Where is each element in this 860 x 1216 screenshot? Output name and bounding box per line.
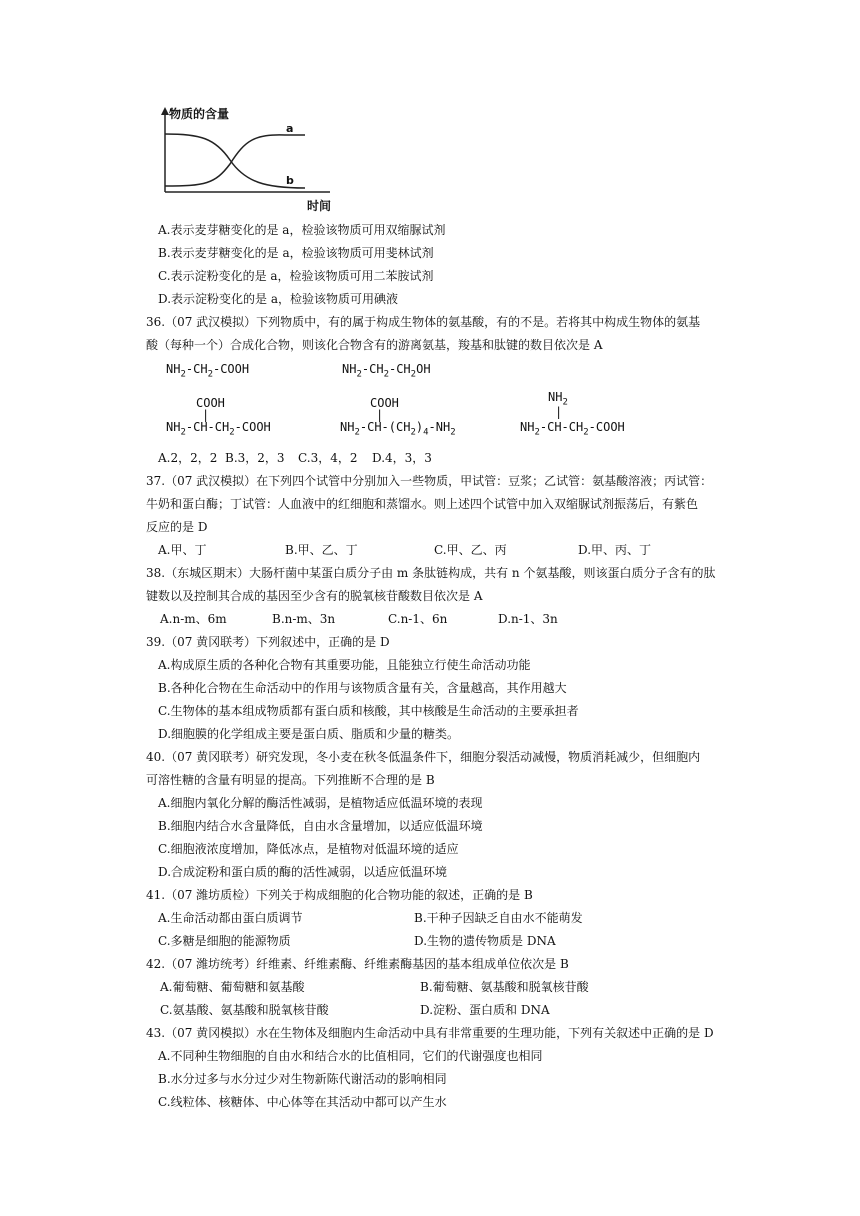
q40-option-a: A.细胞内氧化分解的酶活性减弱，是植物适应低温环境的表现 [158, 796, 483, 810]
q40-stem-line1: 40.（07 黄冈联考）研究发现，冬小麦在秋冬低温条件下，细胞分裂活动减慢，物质消耗减少，但细胞内 [146, 750, 701, 764]
q35-option-b: B.表示麦芽糖变化的是 a，检验该物质可用斐林试剂 [158, 246, 434, 260]
curve-b-line [165, 134, 305, 188]
q41-option-a: A.生命活动都由蛋白质调节 [158, 911, 303, 925]
q37-option-a: A.甲、丁 [158, 543, 207, 557]
q36-formula-5-bond: | [555, 405, 563, 419]
q36-option-b: B.3，2，3 [225, 451, 285, 465]
q37-option-d: D.甲、丙、丁 [578, 543, 652, 557]
q43-option-b: B.水分过多与水分过少对生物新陈代谢活动的影响相同 [158, 1072, 447, 1086]
q36-formula-2: $NH_2-CH_2-CH_2OH$ [342, 362, 431, 380]
q36-formula-3-top: COOH [196, 396, 225, 410]
q40-stem-line2: 可溶性糖的含量有明显的提高。下列推断不合理的是 B [146, 773, 435, 787]
q43-option-a: A.不同种生物细胞的自由水和结合水的比值相同，它们的代谢强度也相同 [158, 1049, 543, 1063]
q41-stem-line1: 41.（07 潍坊质检）下列关于构成细胞的化合物功能的叙述，正确的是 B [146, 888, 533, 902]
y-axis-arrow [161, 107, 169, 115]
q38-option-d: D.n-1、3n [498, 612, 558, 626]
q40-option-c: C.细胞液浓度增加，降低冰点，是植物对低温环境的适应 [158, 842, 459, 856]
q35-option-d: D.表示淀粉变化的是 a，检验该物质可用碘液 [158, 292, 398, 306]
q35-option-a: A.表示麦芽糖变化的是 a，检验该物质可用双缩脲试剂 [158, 223, 446, 237]
q42-option-b: B.葡萄糖、氨基酸和脱氧核苷酸 [420, 980, 589, 994]
q36-formula-3-bond: | [202, 408, 210, 422]
q38-option-a: A.n-m、6m [160, 612, 227, 626]
q39-option-c: C.生物体的基本组成物质都有蛋白质和核酸，其中核酸是生命活动的主要承担者 [158, 704, 579, 718]
y-axis-label: 物质的含量 [169, 107, 230, 121]
q43-stem-line1: 43.（07 黄冈模拟）水在生物体及细胞内生命活动中具有非常重要的生理功能，下列有关叙述中正确的是 D [146, 1026, 714, 1040]
content-time-graph [155, 104, 355, 216]
q36-option-a: A.2，2，2 [158, 451, 218, 465]
q36-option-d: D.4，3，3 [372, 451, 432, 465]
q41-option-d: D.生物的遗传物质是 DNA [414, 934, 556, 948]
curve-a-label: a [286, 122, 294, 135]
q38-option-c: C.n-1、6n [388, 612, 448, 626]
q37-option-b: B.甲、乙、丁 [285, 543, 358, 557]
q39-option-b: B.各种化合物在生命活动中的作用与该物质含量有关，含量越高，其作用越大 [158, 681, 567, 695]
x-axis-label: 时间 [307, 199, 332, 213]
q36-option-c: C.3，4，2 [298, 451, 358, 465]
q42-option-c: C.氨基酸、氨基酸和脱氧核苷酸 [160, 1003, 329, 1017]
q42-option-a: A.葡萄糖、葡萄糖和氨基酸 [160, 980, 305, 994]
q36-formula-4-top: COOH [370, 396, 399, 410]
q36-formula-4-bond: | [376, 408, 384, 422]
curve-b-label: b [286, 174, 294, 187]
q41-option-c: C.多糖是细胞的能源物质 [158, 934, 291, 948]
curve-a-line [165, 135, 305, 186]
q38-option-b: B.n-m、3n [272, 612, 336, 626]
q37-stem-line3: 反应的是 D [146, 520, 208, 534]
q35-option-c: C.表示淀粉变化的是 a，检验该物质可用二苯胺试剂 [158, 269, 434, 283]
q40-option-b: B.细胞内结合水含量降低，自由水含量增加，以适应低温环境 [158, 819, 483, 833]
q42-option-d: D.淀粉、蛋白质和 DNA [420, 1003, 550, 1017]
q38-stem-line2: 键数以及控制其合成的基因至少含有的脱氧核苷酸数目依次是 A [146, 589, 483, 603]
q39-option-a: A.构成原生质的各种化合物有其重要功能，且能独立行使生命活动功能 [158, 658, 531, 672]
q36-formula-4: $NH_2-CH-(CH_2)_4-NH_2$ [340, 420, 456, 438]
q36-formula-5: $NH_2-CH-CH_2$-COOH [520, 420, 625, 438]
q40-option-d: D.合成淀粉和蛋白质的酶的活性减弱，以适应低温环境 [158, 865, 448, 879]
q37-stem-line1: 37.（07 武汉模拟）在下列四个试管中分别加入一些物质，甲试管：豆浆；乙试管：氨基酸溶液；丙试管： [146, 474, 713, 488]
q39-option-d: D.细胞膜的化学组成主要是蛋白质、脂质和少量的糖类。 [158, 727, 460, 741]
q37-stem-line2: 牛奶和蛋白酶；丁试管：人血液中的红细胞和蒸馏水。则上述四个试管中加入双缩脲试剂振荡后，有紫色 [146, 497, 699, 511]
q38-stem-line1: 38.（东城区期末）大肠杆菌中某蛋白质分子由 m 条肽链构成，共有 n 个氨基酸，则该蛋白质分子含有的肽 [146, 566, 716, 580]
q36-stem-line1: 36.（07 武汉模拟）下列物质中，有的属于构成生物体的氨基酸，有的不是。若将其中构成生物体的氨基 [146, 315, 701, 329]
q39-stem-line1: 39.（07 黄冈联考）下列叙述中，正确的是 D [146, 635, 390, 649]
q37-option-c: C.甲、乙、丙 [434, 543, 507, 557]
q41-option-b: B.干种子因缺乏自由水不能萌发 [414, 911, 583, 925]
q36-formula-1: $NH_2-CH_2$-COOH [166, 362, 250, 380]
q36-formula-3: $NH_2-CH-CH_2$-COOH [166, 420, 271, 438]
q36-formula-5-top: $NH_2$ [548, 390, 568, 408]
q43-option-c: C.线粒体、核糖体、中心体等在其活动中都可以产生水 [158, 1095, 447, 1109]
q42-stem-line1: 42.（07 潍坊统考）纤维素、纤维素酶、纤维素酶基因的基本组成单位依次是 B [146, 957, 569, 971]
q36-stem-line2: 酸（每种一个）合成化合物，则该化合物含有的游离氨基，羧基和肽键的数目依次是 A [146, 338, 603, 352]
